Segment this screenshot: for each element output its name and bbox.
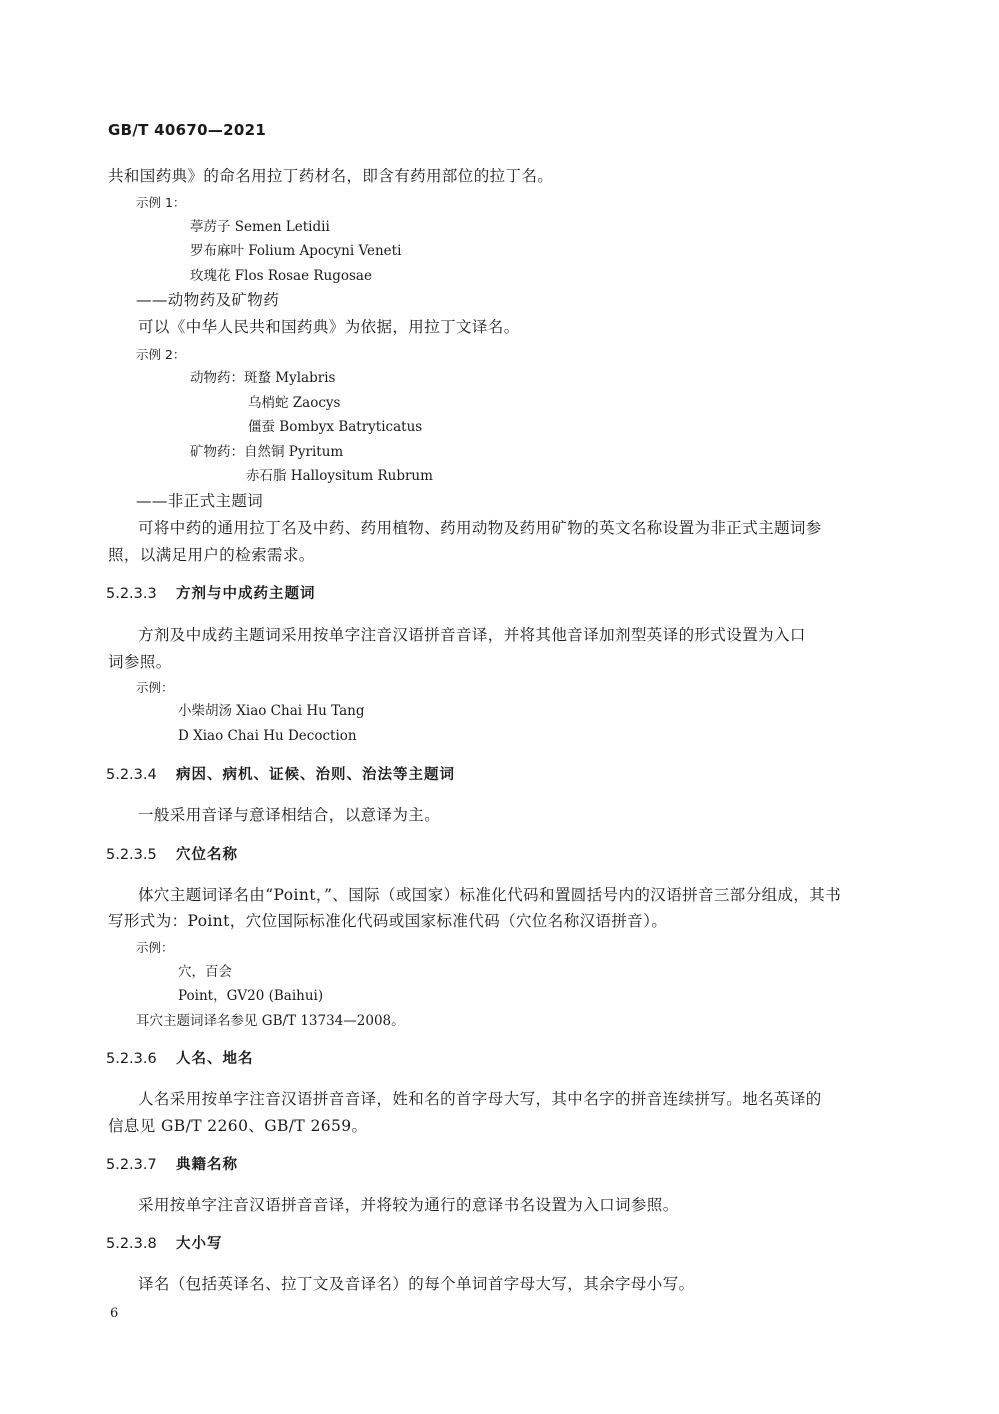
section-number: 5.2.3.7 [106,1157,157,1173]
body-text: 照，以满足用户的检索需求。 [108,546,315,564]
section-heading [106,1155,238,1175]
example-item: 动物药：斑蝥 Mylabris [190,370,336,386]
list-item: ——非正式主题词 [136,492,264,510]
example-item: 小柴胡汤 Xiao Chai Hu Tang [178,703,365,719]
body-text: 译名（包括英译名、拉丁文及音译名）的每个单词首字母大写，其余字母小写。 [138,1275,695,1293]
section-number: 5.2.3.6 [106,1051,157,1067]
example-item: D Xiao Chai Hu Decoction [178,728,357,744]
example-label: 示例： [136,940,174,955]
page-header: GB/T 40670—2021 [108,121,267,139]
section-title: 大小写 [176,1236,223,1252]
body-text: 可将中药的通用拉丁名及中药、药用植物、药用动物及药用矿物的英文名称设置为非正式主题词参 [138,519,822,537]
example-item: 穴，百会 [178,964,232,980]
body-text: 共和国药典》的命名用拉丁药材名，即含有药用部位的拉丁名。 [108,167,554,185]
example-label: 示例： [136,680,174,695]
section-number: 5.2.3.3 [106,586,157,602]
body-text: 一般采用音译与意译相结合，以意译为主。 [138,806,441,824]
body-text: 方剂及中成药主题词采用按单字注音汉语拼音音译，并将其他音译加剂型英译的形式设置为入口 [138,626,806,644]
example-item: 葶苈子 Semen Letidii [190,219,330,235]
section-heading [106,584,316,604]
body-text: 写形式为：Point，穴位国际标准化代码或国家标准代码（穴位名称汉语拼音）。 [108,912,668,930]
body-text: 词参照。 [108,653,172,671]
example-item: Point，GV20 (Baihui) [178,988,324,1004]
section-number: 5.2.3.4 [106,767,157,783]
body-text: 采用按单字注音汉语拼音音译，并将较为通行的意译书名设置为入口词参照。 [138,1196,679,1214]
section-title: 穴位名称 [176,847,238,863]
body-text: 人名采用按单字注音汉语拼音音译，姓和名的首字母大写，其中名字的拼音连续拼写。地名英译的 [138,1090,822,1108]
section-title: 方剂与中成药主题词 [176,586,316,602]
section-heading [106,1049,254,1069]
page-number: 6 [110,1306,119,1321]
section-title: 典籍名称 [176,1157,238,1173]
example-item: 矿物药：自然铜 Pyritum [190,444,344,460]
section-heading [106,765,455,785]
section-title: 人名、地名 [176,1051,254,1067]
example-label: 示例 2： [136,347,186,362]
note-text: 耳穴主题词译名参见 GB/T 13734—2008。 [136,1013,405,1029]
section-title: 病因、病机、证候、治则、治法等主题词 [176,767,455,783]
section-heading [106,1234,223,1254]
example-label: 示例 1： [136,195,186,210]
body-text: 体穴主题词译名由“Point，”、国际（或国家）标准化代码和置圆括号内的汉语拼音三部分组成，其书 [138,886,842,904]
section-heading [106,845,238,865]
example-item: 赤石脂 Halloysitum Rubrum [246,468,433,484]
section-number: 5.2.3.8 [106,1236,157,1252]
body-text: 信息见 GB/T 2260、GB/T 2659。 [108,1117,368,1135]
example-item: 玫瑰花 Flos Rosae Rugosae [190,268,372,284]
example-item: 罗布麻叶 Folium Apocyni Veneti [190,243,402,259]
list-item: ——动物药及矿物药 [136,291,280,309]
body-text: 可以《中华人民共和国药典》为依据，用拉丁文译名。 [138,318,520,336]
example-item: 僵蚕 Bombyx Batryticatus [248,419,423,435]
example-item: 乌梢蛇 Zaocys [248,395,341,411]
section-number: 5.2.3.5 [106,847,157,863]
